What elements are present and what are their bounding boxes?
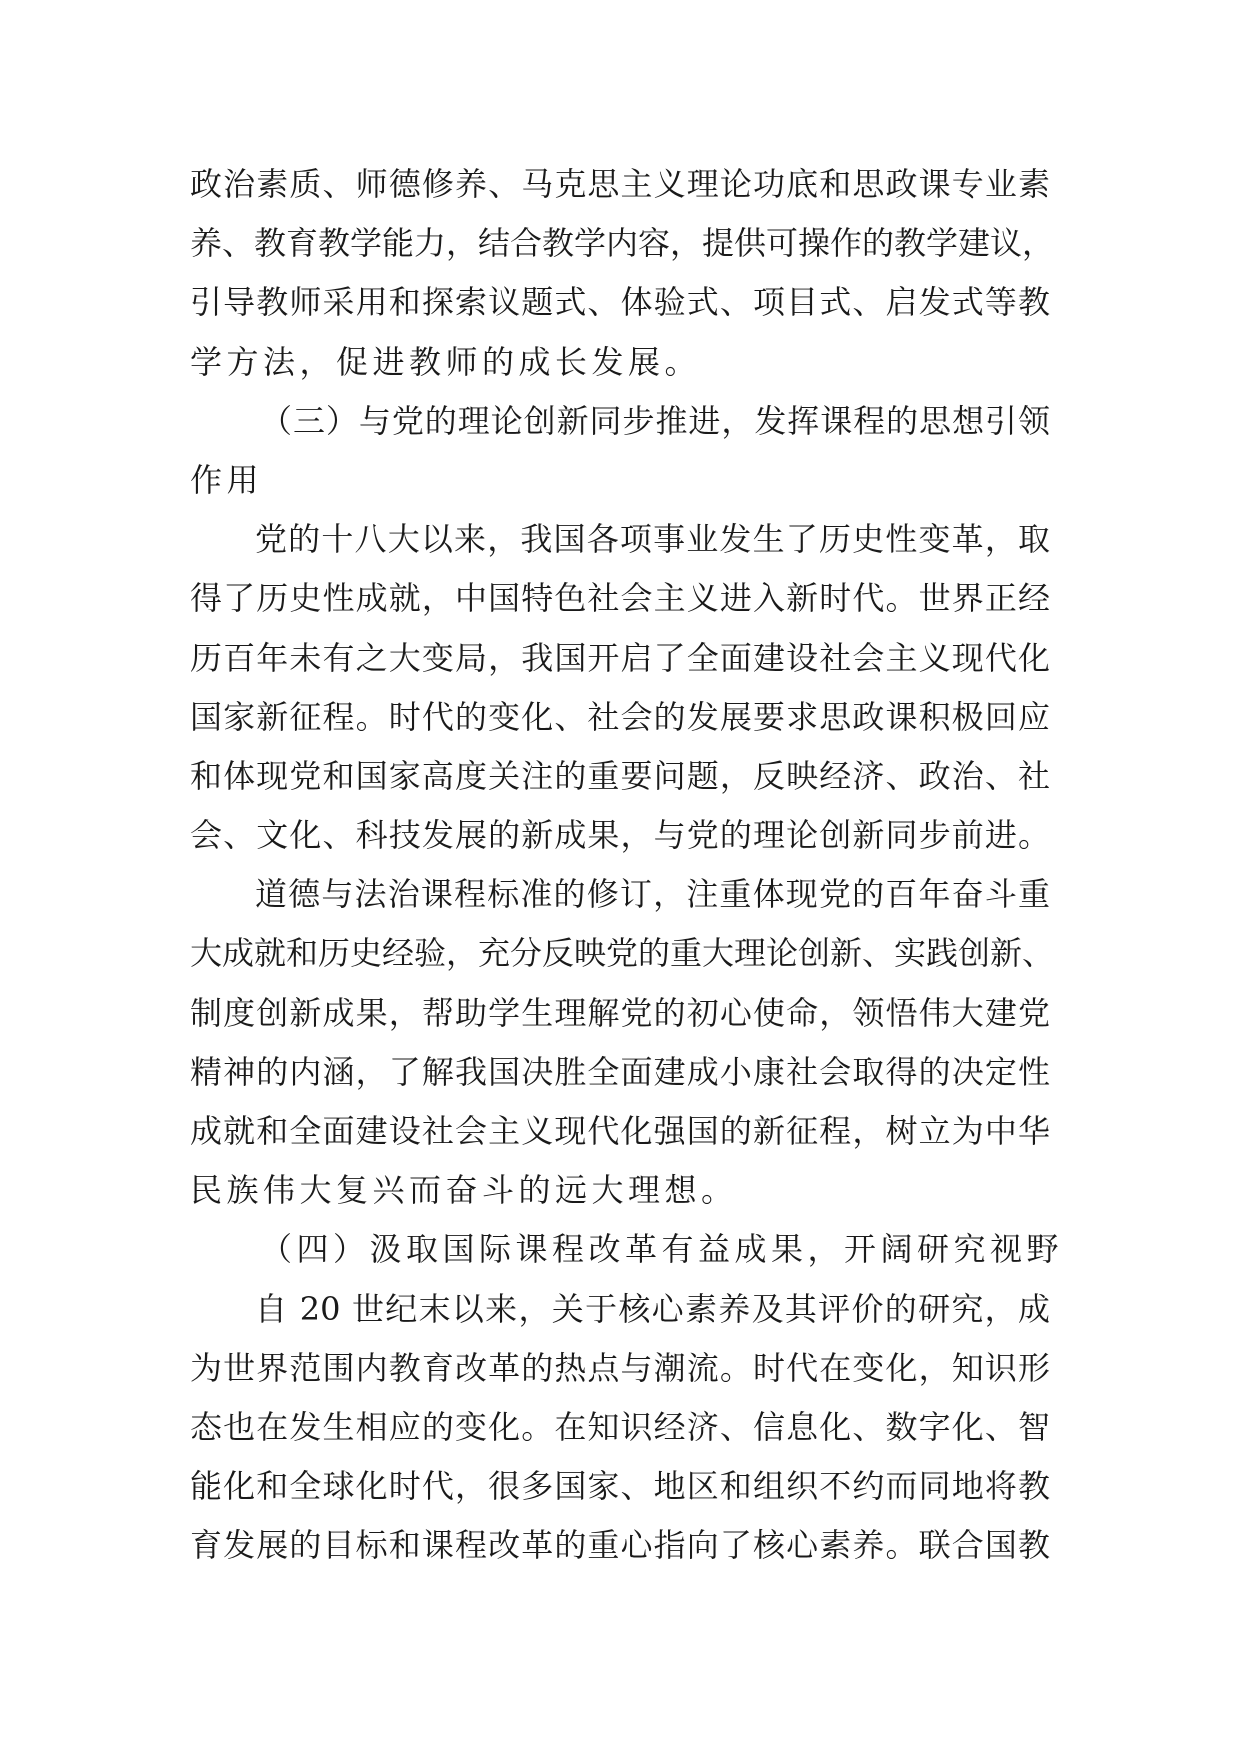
body-text-line: 政治素质、师德修养、马克思主义理论功底和思政课专业素 (190, 165, 1050, 203)
body-text-line: 养、教育教学能力，结合教学内容，提供可操作的教学建议， (190, 224, 1055, 263)
body-text-line: 引导教师采用和探索议题式、体验式、项目式、启发式等教 (190, 283, 1050, 322)
body-text-line: 自 20 世纪末以来，关于核心素养及其评价的研究，成 (255, 1289, 1050, 1328)
body-text-line: 民族伟大复兴而奋斗的远大理想。 (190, 1171, 738, 1210)
document-body (190, 155, 1064, 1576)
section-heading-line: （三）与党的理论创新同步推进，发挥课程的思想引领 (260, 401, 1050, 440)
section-heading-line: （四）汲取国际课程改革有益成果，开阔研究视野 (260, 1230, 1064, 1269)
body-text-line: 党的十八大以来，我国各项事业发生了历史性变革，取 (255, 520, 1050, 559)
body-text-line: 成就和全面建设社会主义现代化强国的新征程，树立为中华 (190, 1112, 1050, 1150)
body-text-line: 育发展的目标和课程改革的重心指向了核心素养。联合国教 (190, 1526, 1050, 1565)
body-text-line: 学方法，促进教师的成长发展。 (190, 342, 702, 381)
body-text-line: 得了历史性成就，中国特色社会主义进入新时代。世界正经 (190, 579, 1050, 618)
body-text-line: 大成就和历史经验，充分反映党的重大理论创新、实践创新、 (190, 934, 1055, 973)
body-text-line: 会、文化、科技发展的新成果，与党的理论创新同步前进。 (190, 816, 1050, 855)
body-text-line: 和体现党和国家高度关注的重要问题，反映经济、政治、社 (190, 756, 1050, 795)
body-text-line: 态也在发生相应的变化。在知识经济、信息化、数字化、智 (190, 1407, 1050, 1446)
body-text-line: 作用 (190, 460, 264, 499)
body-text-line: 国家新征程。时代的变化、社会的发展要求思政课积极回应 (190, 697, 1050, 736)
body-text-line: 制度创新成果，帮助学生理解党的初心使命，领悟伟大建党 (190, 993, 1050, 1032)
body-text-line: 为世界范围内教育改革的热点与潮流。时代在变化，知识形 (190, 1348, 1050, 1387)
body-text-line: 能化和全球化时代，很多国家、地区和组织不约而同地将教 (190, 1467, 1050, 1506)
body-text-line: 历百年未有之大变局，我国开启了全面建设社会主义现代化 (190, 638, 1050, 677)
body-text-line: 精神的内涵，了解我国决胜全面建成小康社会取得的决定性 (190, 1052, 1050, 1091)
body-text-line: 道德与法治课程标准的修订，注重体现党的百年奋斗重 (255, 875, 1050, 914)
